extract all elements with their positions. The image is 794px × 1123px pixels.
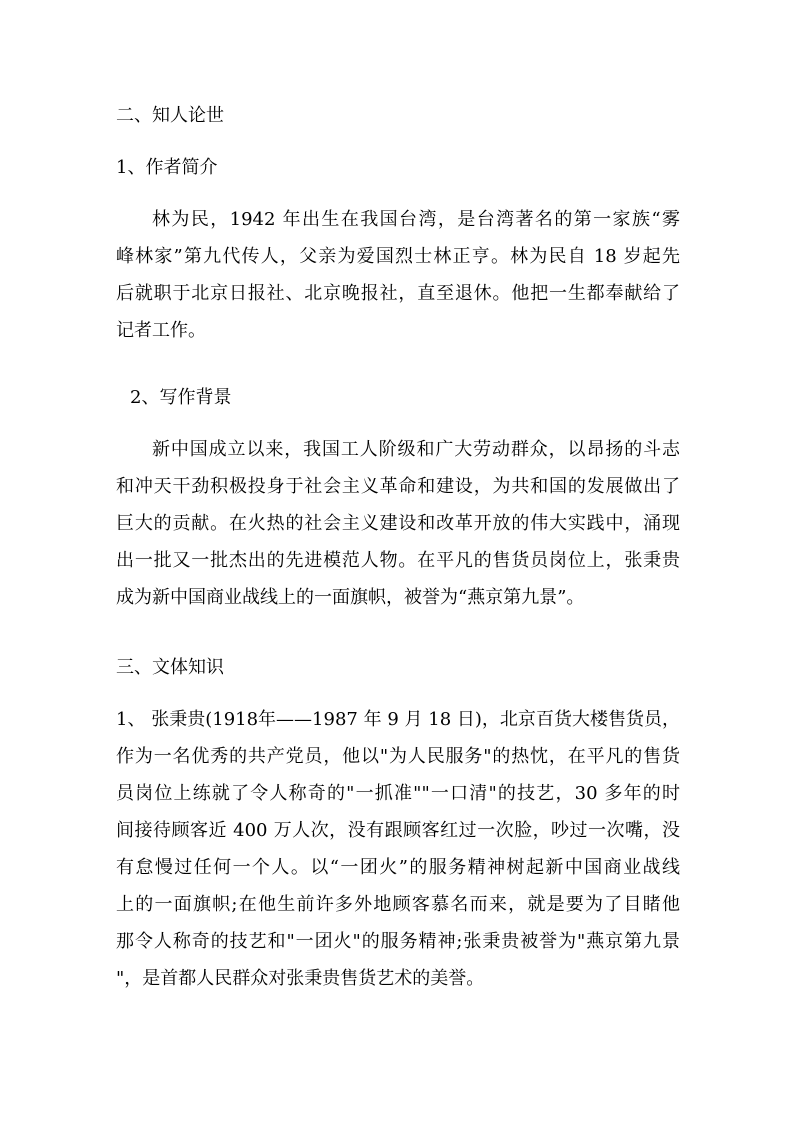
genre-paragraph-line: 上的一面旗帜;在他生前许多外地顾客慕名而来，就是要为了目睹他 (116, 894, 680, 915)
genre-paragraph-line: 有怠慢过任何一个人。以“一团火”的服务精神树起新中国商业战线 (116, 857, 680, 878)
background-paragraph-line: 新中国成立以来，我国工人阶级和广大劳动群众，以昂扬的斗志 (152, 439, 680, 460)
subsection-heading-background: 2、写作背景 (130, 387, 232, 408)
genre-paragraph-line: "，是首都人民群众对张秉贵售货艺术的美誉。 (116, 968, 485, 989)
section-heading-3: 三、文体知识 (116, 657, 224, 678)
subsection-heading-author: 1、作者简介 (116, 157, 218, 178)
background-paragraph-line: 成为新中国商业战线上的一面旗帜，被誉为“燕京第九景”。 (116, 587, 585, 608)
genre-paragraph-line: 作为一名优秀的共产党员，他以"为人民服务"的热忱，在平凡的售货 (116, 746, 680, 767)
background-paragraph-line: 和冲天干劲积极投身于社会主义革命和建设，为共和国的发展做出了 (116, 476, 680, 497)
author-paragraph-line: 记者工作。 (116, 320, 206, 341)
genre-paragraph-line: 员岗位上练就了令人称奇的"一抓准""一口清"的技艺，30 多年的时 (116, 783, 680, 804)
author-paragraph-line: 峰林家”第九代传人，父亲为爱国烈士林正亨。林为民自 18 岁起先 (116, 246, 680, 267)
author-paragraph-line: 后就职于北京日报社、北京晚报社，直至退休。他把一生都奉献给了 (116, 283, 680, 304)
section-heading-2: 二、知人论世 (116, 105, 224, 126)
genre-paragraph-line: 间接待顾客近 400 万人次，没有跟顾客红过一次脸，吵过一次嘴，没 (116, 820, 680, 841)
author-paragraph-line: 林为民，1942 年出生在我国台湾，是台湾著名的第一家族“雾 (152, 209, 680, 230)
background-paragraph-line: 巨大的贡献。在火热的社会主义建设和改革开放的伟大实践中，涌现 (116, 513, 680, 534)
genre-paragraph-line: 1、 张秉贵(1918年——1987 年 9 月 18 日)，北京百货大楼售货员， (116, 709, 680, 730)
background-paragraph-line: 出一批又一批杰出的先进模范人物。在平凡的售货员岗位上，张秉贵 (116, 550, 680, 571)
genre-paragraph-line: 那令人称奇的技艺和"一团火"的服务精神;张秉贵被誉为"燕京第九景 (116, 931, 680, 952)
